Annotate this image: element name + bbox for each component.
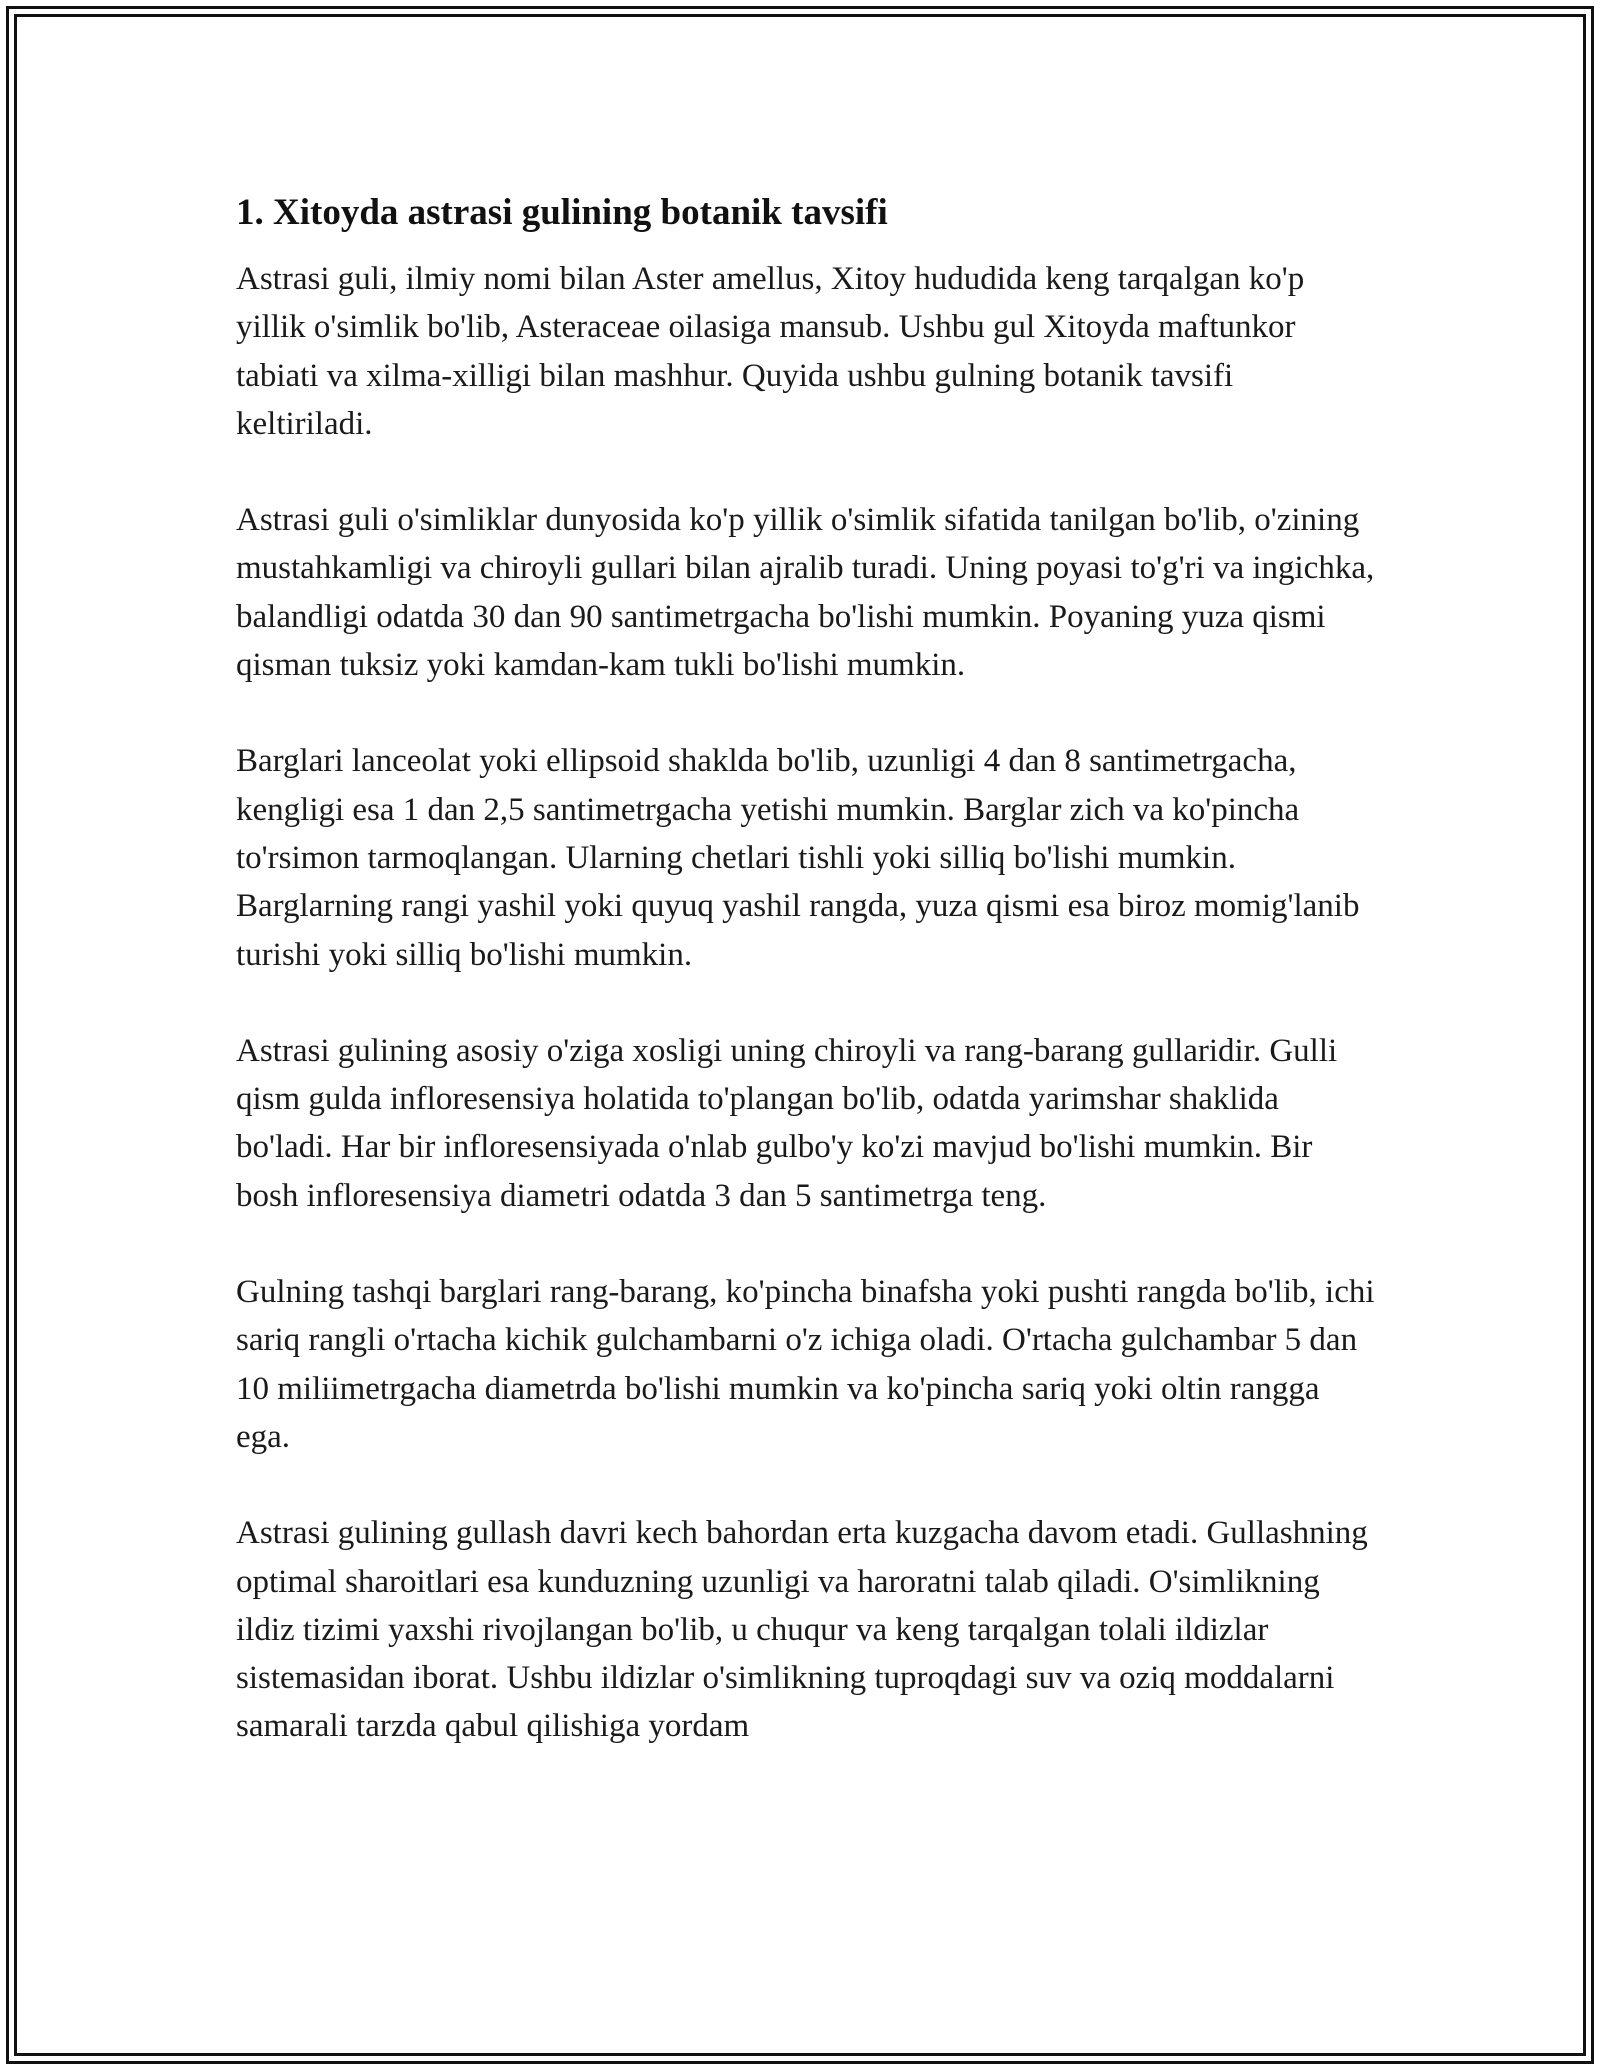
- section-heading: 1. Xitoyda astrasi gulining botanik tavsifi: [236, 192, 888, 233]
- paragraph-inflorescence: Astrasi gulining asosiy o'ziga xosligi uning chiroyli va rang-barang gullaridir. Gulli qism gulda infloresensiya holatida to'plangan bo'lib, odatda yarimshar shaklida bo'ladi. Har bir infloresensiyada o'nlab gulbo'y ko'zi mavjud bo'lishi mumkin. Bir bosh infloresensiya diametri odatda 3 dan 5 santimetrga teng.: [236, 1032, 1338, 1214]
- paragraph-stem: Astrasi guli o'simliklar dunyosida ko'p yillik o'simlik sifatida tanilgan bo'lib, o'zining mustahkamligi va chiroyli gullari bilan ajralib turadi. Uning poyasi to'g'ri va ingichka, balandligi odatda 30 dan 90 santimetrgacha bo'lishi mumkin. Poyaning yuza qismi qisman tuksiz yoki kamdan-kam tukli bo'lishi mumkin.: [236, 502, 1375, 684]
- paragraph-intro: Astrasi guli, ilmiy nomi bilan Aster amellus, Xitoy hududida keng tarqalgan ko'p yillik o'simlik bo'lib, Asteraceae oilasiga mansub. Ushbu gul Xitoyda maftunkor tabiati va xilma-xilligi bilan mashhur. Quyida ushbu gulning botanik tavsifi keltiriladi.: [236, 261, 1305, 442]
- paragraph-flowering: Astrasi gulining gullash davri kech bahordan erta kuzgacha davom etadi. Gullashning optimal sharoitlari esa kunduzning uzunligi va haroratni talab qiladi. O'simlikning ildiz tizimi yaxshi rivojlangan bo'lib, u chuqur va keng tarqalgan tolali ildizlar sistemasidan iborat. Ushbu ildizlar o'simlikning tuproqdagi suv va oziq moddalarni samarali tarzda qabul qilishiga yordam: [236, 1515, 1368, 1745]
- document-body: [236, 185, 1376, 1751]
- paragraph-leaves: Barglari lanceolat yoki ellipsoid shaklda bo'lib, uzunligi 4 dan 8 santimetrgacha, kengligi esa 1 dan 2,5 santimetrgacha yetishi mumkin. Barglar zich va ko'pincha to'rsimon tarmoqlangan. Ularning chetlari tishli yoki silliq bo'lishi mumkin. Barglarning rangi yashil yoki quyuq yashil rangda, yuza qismi esa biroz momig'lanib turishi yoki silliq bo'lishi mumkin.: [236, 743, 1360, 973]
- paragraph-petals: Gulning tashqi barglari rang-barang, ko'pincha binafsha yoki pushti rangda bo'lib, ichi sariq rangli o'rtacha kichik gulchambarni o'z ichiga oladi. O'rtacha gulchambar 5 dan 10 miliimetrgacha diametrda bo'lishi mumkin va ko'pincha sariq yoki oltin rangga ega.: [236, 1274, 1375, 1455]
